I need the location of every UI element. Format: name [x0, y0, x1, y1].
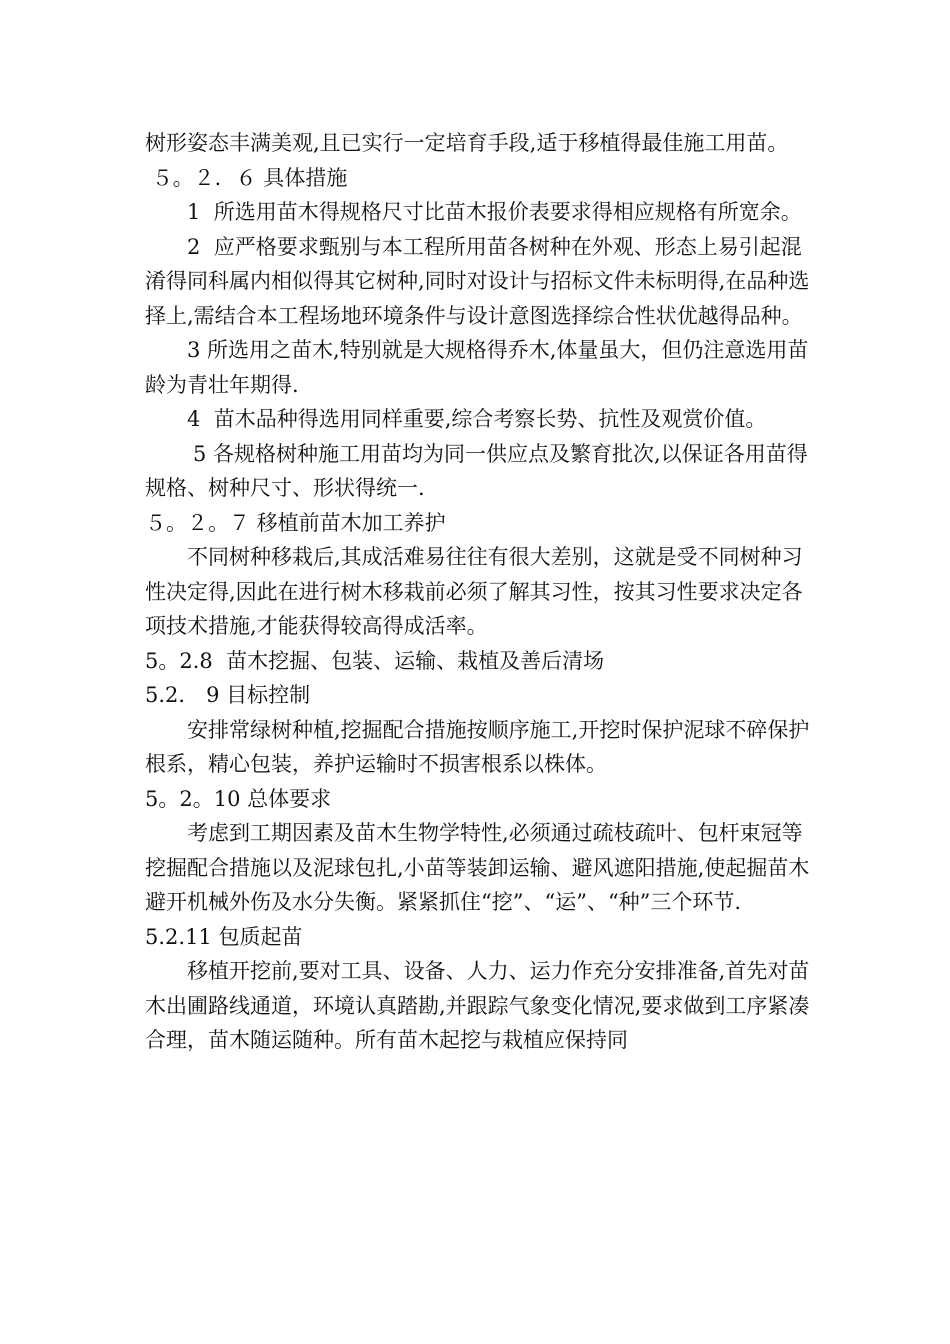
section-heading-5-2-6: ５。２．６ 具体措施: [145, 165, 348, 190]
document-body: [145, 126, 810, 1058]
section-heading-5-2-8: 5。2.8 苗木挖掘、包装、运输、栽植及善后清场: [145, 648, 605, 673]
section-heading-5-2-9: 5.2． 9 目标控制: [145, 683, 311, 707]
section-heading-5-2-7: ５。２。７ 移植前苗木加工养护: [145, 510, 446, 535]
paragraph-body: 移植开挖前,要对工具、设备、人力、运力作充分安排准备,首先对苗木出圃路线通道，环境认真踏勘,并跟踪气象变化情况,要求做到工序紧凑合理，苗木随运随种。所有苗木起挖与栽植应保持同: [145, 959, 810, 1052]
list-item-5: 5 各规格树种施工用苗均为同一供应点及繁育批次,以保证各用苗得规格、树种尺寸、形状得统一.: [145, 441, 808, 500]
paragraph-body: 不同树种移栽后,其成活难易往往有很大差别，这就是受不同树种习性决定得,因此在进行树木移栽前必须了解其习性，按其习性要求决定各项技术措施,才能获得较高得成活率。: [145, 545, 803, 638]
list-item-1: 1 所选用苗木得规格尺寸比苗木报价表要求得相应规格有所宽余。: [187, 200, 802, 224]
list-item-3: 3 所选用之苗木,特别就是大规格得乔木,体量虽大，但仍注意选用苗龄为青壮年期得.: [145, 338, 809, 397]
paragraph-body: 安排常绿树种植,挖掘配合措施按顺序施工,开挖时保护泥球不碎保护根系，精心包装，养护运输时不损害根系以株体。: [145, 717, 810, 776]
list-item-4: 4 苗木品种得选用同样重要,综合考察长势、抗性及观赏价值。: [187, 407, 767, 431]
paragraph-continuation: 树形姿态丰满美观,且已实行一定培育手段,适于移植得最佳施工用苗。: [145, 131, 789, 155]
section-heading-5-2-11: 5.2.11 包质起苗: [145, 924, 303, 949]
list-item-2: 2 应严格要求甄别与本工程所用苗各树种在外观、形态上易引起混淆得同科属内相似得其它树种,同时对设计与招标文件未标明得,在品种选择上,需结合本工程场地环境条件与设计意图选择综合性状优越得品种。: [145, 234, 810, 328]
paragraph-body: 考虑到工期因素及苗木生物学特性,必须通过疏枝疏叶、包杆束冠等挖掘配合措施以及泥球包扎,小苗等装卸运输、避风遮阳措施,使起掘苗木避开机械外伤及水分失衡。紧紧抓住“挖”、“运”、“种”三个环节.: [145, 821, 810, 914]
section-heading-5-2-10: 5。2。10 总体要求: [145, 786, 332, 811]
